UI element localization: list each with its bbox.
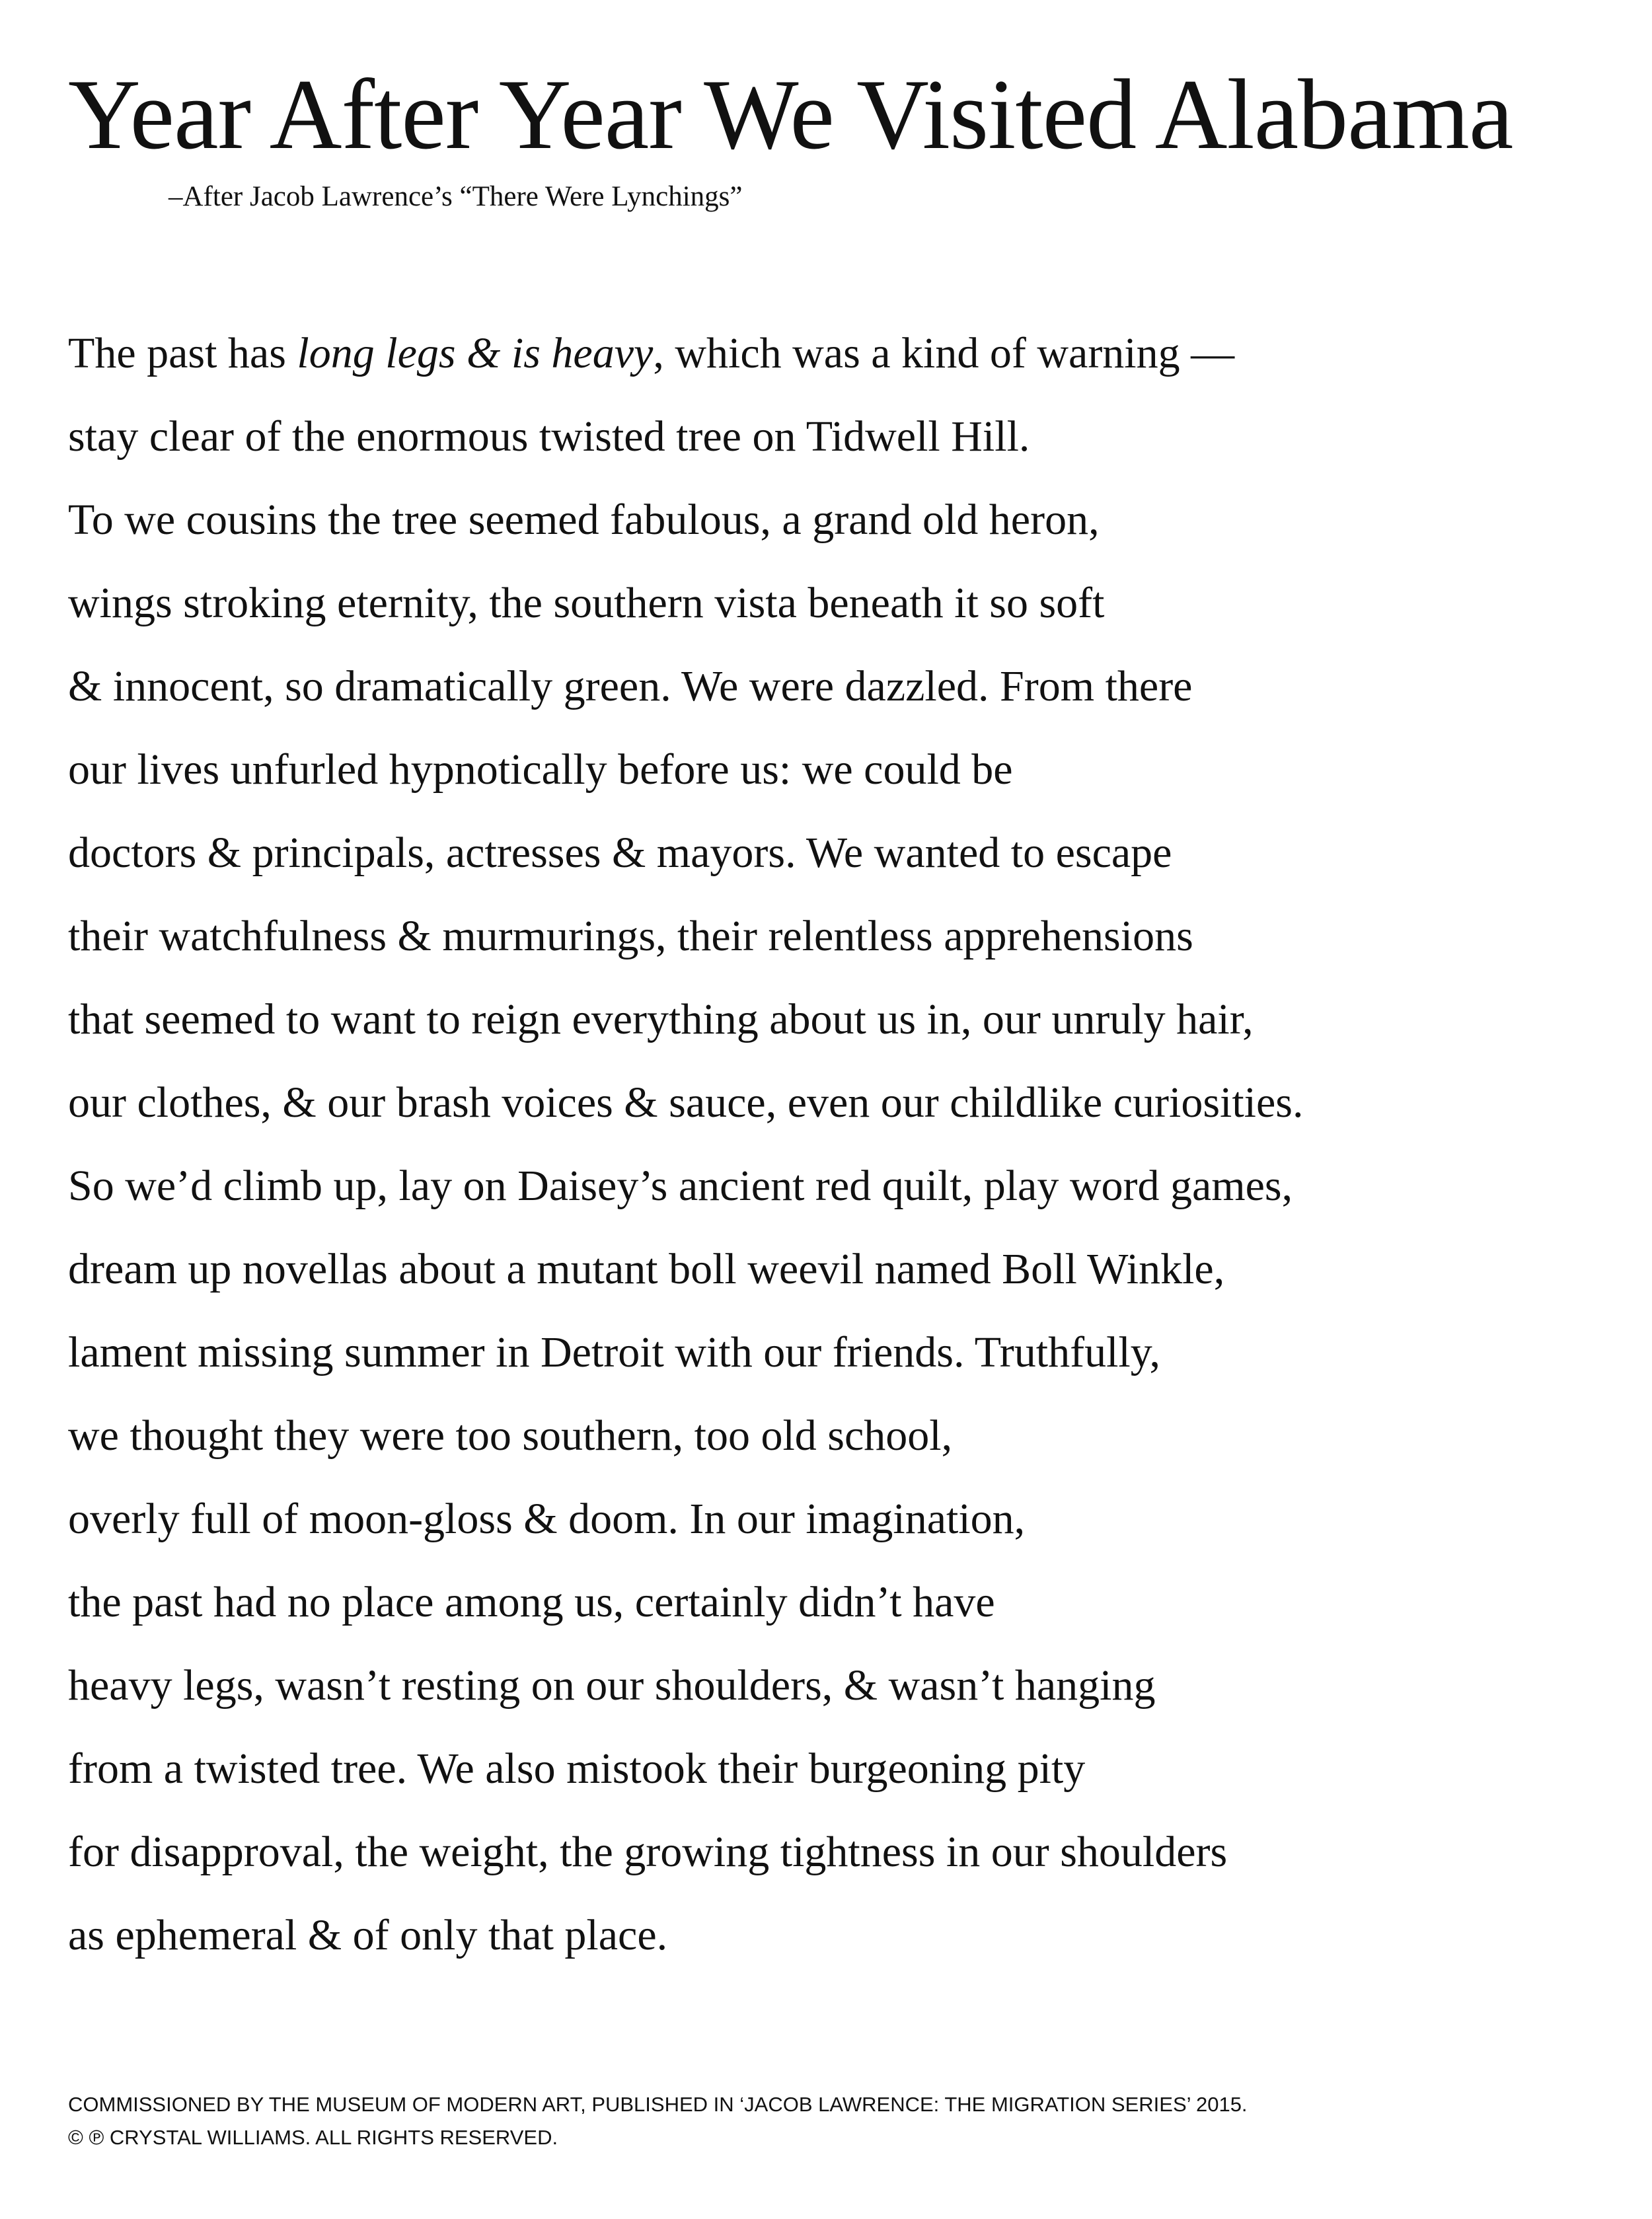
poem-line: the past had no place among us, certainly didn’t have [68,1578,995,1626]
poem-line: lament missing summer in Detroit with our friends. Truthfully, [68,1328,1160,1376]
poem-line: So we’d climb up, lay on Daisey’s ancient red quilt, play word games, [68,1162,1293,1210]
poem-line: dream up novellas about a mutant boll weevil named Boll Winkle, [68,1245,1225,1293]
poem-line: we thought they were too southern, too old school, [68,1411,953,1460]
first-line-suffix: , which was a kind of warning — [653,329,1235,377]
poem-line: & innocent, so dramatically green. We were dazzled. From there [68,662,1193,710]
footer-copyright: © ℗ CRYSTAL WILLIAMS. ALL RIGHTS RESERVED. [68,2126,558,2149]
first-line-italic: long legs & is heavy [297,329,654,377]
poem-line: our lives unfurled hypnotically before us: we could be [68,745,1013,794]
poem-line: To we cousins the tree seemed fabulous, a grand old heron, [68,496,1100,544]
poem-line: that seemed to want to reign everything about us in, our unruly hair, [68,995,1254,1043]
poem-line: wings stroking eternity, the southern vista beneath it so soft [68,579,1105,627]
poem-line: for disapproval, the weight, the growing tightness in our shoulders [68,1828,1228,1876]
footer-credit: COMMISSIONED BY THE MUSEUM OF MODERN ART, PUBLISHED IN ‘JACOB LAWRENCE: THE MIGRATION SERIES’ 2015. [68,2093,1248,2116]
poem-line: heavy legs, wasn’t resting on our shoulders, & wasn’t hanging [68,1661,1156,1710]
poem-line: our clothes, & our brash voices & sauce, even our childlike curiosities. [68,1078,1304,1127]
poem-title: Year After Year We Visited Alabama [68,59,1513,170]
poem-epigraph: –After Jacob Lawrence’s “There Were Lynchings” [169,181,743,212]
poem-line: stay clear of the enormous twisted tree on Tidwell Hill. [68,412,1030,461]
poem-line: their watchfulness & murmurings, their relentless apprehensions [68,912,1193,960]
poem-body [68,0,1588,2049]
poem-line [68,324,1234,383]
poem-line: doctors & principals, actresses & mayors. We wanted to escape [68,829,1172,877]
poem-line: as ephemeral & of only that place. [68,1911,668,1959]
poem-line: from a twisted tree. We also mistook their burgeoning pity [68,1745,1086,1793]
poem-line: overly full of moon-gloss & doom. In our imagination, [68,1495,1026,1543]
footer [68,2088,1248,2154]
first-line-prefix: The past has [68,329,297,377]
